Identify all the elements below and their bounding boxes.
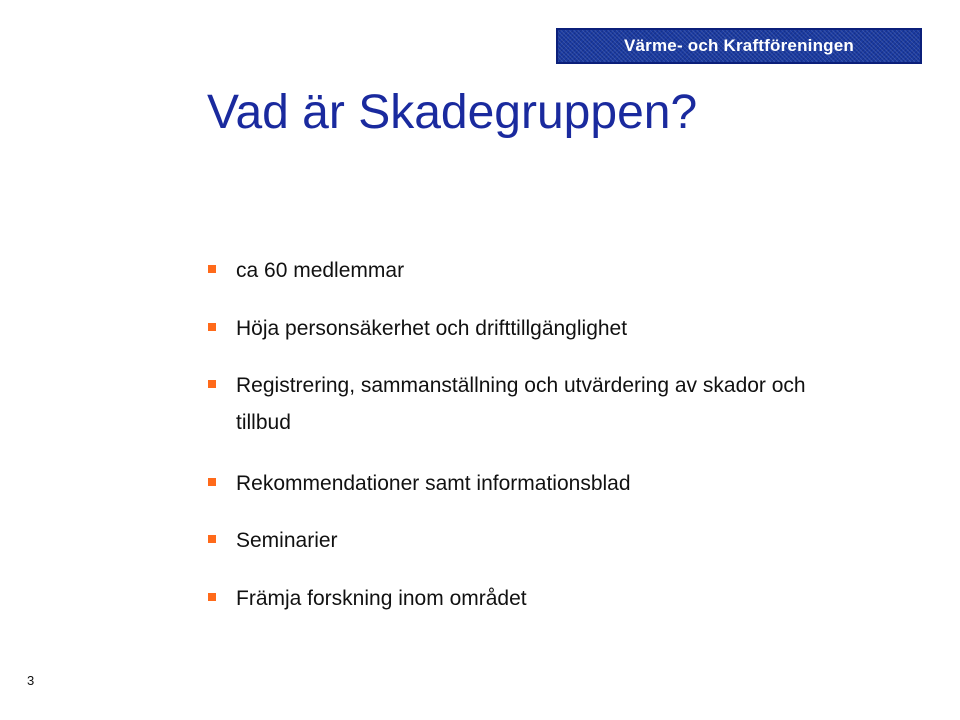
list-item-text: Främja forskning inom området <box>236 587 527 610</box>
square-bullet-icon <box>208 535 216 543</box>
list-item-text: Höja personsäkerhet och drifttillgänglighet <box>236 317 628 340</box>
list-item-text: ca 60 medlemmar <box>236 259 405 282</box>
brand-name: Värme- och Kraftföreningen <box>623 36 854 55</box>
slide-number: 3 <box>27 673 35 688</box>
square-bullet-icon <box>208 380 216 388</box>
brand-banner <box>556 28 922 64</box>
list-item <box>208 522 888 559</box>
square-bullet-icon <box>208 478 216 486</box>
list-item-text: Rekommendationer samt informationsblad <box>236 472 631 495</box>
list-item <box>208 252 888 289</box>
list-item <box>208 465 888 502</box>
list-item-text: Seminarier <box>236 529 338 552</box>
square-bullet-icon <box>208 323 216 331</box>
list-item <box>208 367 888 441</box>
list-item-text: Registrering, sammanställning och utvärdering av skador och tillbud <box>236 374 806 434</box>
list-item <box>208 580 888 617</box>
list-item <box>208 310 888 347</box>
square-bullet-icon <box>208 265 216 273</box>
square-bullet-icon <box>208 593 216 601</box>
page-title: Vad är Skadegruppen? <box>207 86 698 139</box>
